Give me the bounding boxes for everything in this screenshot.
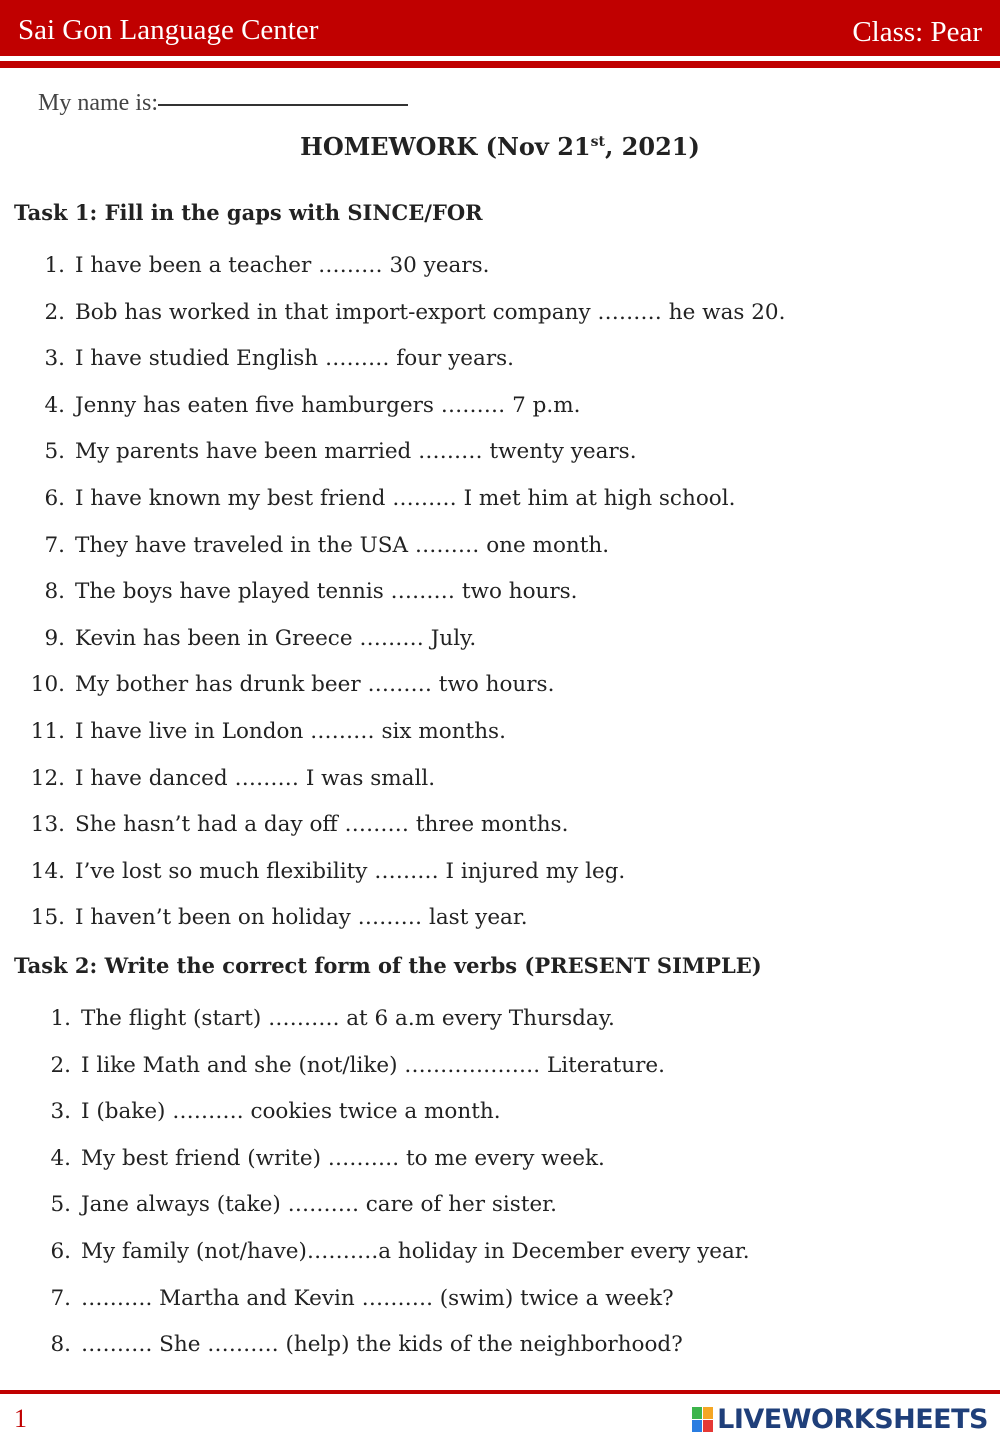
- list-item: [22, 1332, 683, 1357]
- item-number: 8.: [50, 1332, 71, 1358]
- item-number: 8.: [44, 579, 65, 605]
- header-divider: [0, 61, 1000, 68]
- task2-heading: Task 2: Write the correct form of the verbs (PRESENT SIMPLE): [14, 953, 762, 978]
- item-number: 9.: [44, 625, 65, 651]
- item-number: 3.: [50, 1099, 71, 1125]
- list-item: [22, 1099, 501, 1124]
- list-item: [18, 859, 625, 884]
- title-sup: st: [590, 134, 605, 150]
- item-text: Jane always (take) ………. care of her sister.: [81, 1192, 557, 1218]
- name-field: [38, 90, 408, 117]
- item-text: Kevin has been in Greece ……… July.: [75, 625, 477, 651]
- item-text: Jenny has eaten five hamburgers ……… 7 p.m.: [75, 392, 581, 418]
- item-text: Bob has worked in that import-export company ……… he was 20.: [75, 299, 786, 325]
- item-text: I haven’t been on holiday ……… last year.: [75, 905, 528, 931]
- item-number: 4.: [44, 392, 65, 418]
- class-label: Class: Pear: [852, 16, 982, 48]
- item-number: 4.: [50, 1145, 71, 1171]
- liveworksheets-logo: [692, 1404, 988, 1435]
- list-item: [18, 579, 578, 604]
- title-main: HOMEWORK (Nov 21: [300, 132, 591, 161]
- list-item: [18, 812, 568, 837]
- item-number: 6.: [50, 1239, 71, 1264]
- list-item: [18, 766, 435, 791]
- item-number: 15.: [30, 905, 65, 931]
- list-item: [22, 1192, 557, 1217]
- list-item: [18, 253, 490, 278]
- name-blank[interactable]: [158, 104, 408, 106]
- list-item: [18, 393, 580, 418]
- item-number: 1.: [50, 1006, 71, 1031]
- list-item: [22, 1146, 605, 1171]
- item-text: They have traveled in the USA ……… one month.: [75, 532, 610, 558]
- item-text: I (bake) ………. cookies twice a month.: [81, 1099, 501, 1125]
- item-number: 13.: [30, 812, 65, 838]
- task1-heading: Task 1: Fill in the gaps with SINCE/FOR: [14, 200, 483, 225]
- list-item: [18, 626, 476, 651]
- item-number: 6.: [44, 486, 65, 511]
- item-number: 1.: [44, 253, 65, 278]
- list-item: [18, 439, 637, 464]
- item-number: 2.: [44, 299, 65, 325]
- item-text: The flight (start) ………. at 6 a.m every Thursday.: [81, 1006, 615, 1031]
- item-text: I like Math and she (not/like) ………………. Literature.: [81, 1052, 665, 1078]
- item-number: 12.: [30, 765, 65, 791]
- item-text: I have been a teacher ……… 30 years.: [75, 253, 490, 278]
- page-title: [0, 132, 1000, 161]
- list-item: [22, 1006, 615, 1031]
- item-text: The boys have played tennis ……… two hours.: [75, 579, 578, 605]
- item-text: I have studied English ……… four years.: [75, 346, 514, 372]
- footer-divider: [0, 1390, 1000, 1394]
- logo-text: LIVEWORKSHEETS: [717, 1404, 988, 1435]
- item-text: ………. Martha and Kevin ………. (swim) twice a week?: [81, 1285, 674, 1311]
- item-number: 5.: [44, 439, 65, 465]
- item-text: My best friend (write) ………. to me every week.: [81, 1145, 605, 1171]
- list-item: [18, 486, 735, 511]
- item-text: I have live in London ……… six months.: [75, 719, 506, 744]
- list-item: [18, 533, 609, 558]
- list-item: [22, 1239, 750, 1264]
- item-number: 7.: [50, 1285, 71, 1311]
- header-bar: [0, 0, 1000, 56]
- list-item: [22, 1286, 674, 1311]
- list-item: [18, 672, 554, 697]
- school-name: Sai Gon Language Center: [18, 14, 319, 46]
- name-label: My name is:: [38, 90, 158, 116]
- list-item: [18, 346, 514, 371]
- item-number: 14.: [30, 858, 65, 884]
- page-number: 1: [14, 1404, 27, 1433]
- list-item: [22, 1053, 665, 1078]
- item-number: 5.: [50, 1192, 71, 1218]
- item-number: 7.: [44, 532, 65, 558]
- item-text: I’ve lost so much flexibility ……… I injured my leg.: [75, 858, 626, 884]
- item-number: 10.: [30, 672, 65, 698]
- item-text: My bother has drunk beer ……… two hours.: [75, 672, 555, 698]
- item-text: My parents have been married ……… twenty years.: [75, 439, 637, 465]
- item-text: My family (not/have)……….a holiday in December every year.: [81, 1239, 750, 1264]
- item-number: 3.: [44, 346, 65, 372]
- item-text: I have danced ……… I was small.: [75, 765, 436, 791]
- title-tail: , 2021): [604, 132, 700, 161]
- logo-blocks-icon: [692, 1407, 713, 1432]
- list-item: [18, 300, 785, 325]
- item-text: She hasn’t had a day off ……… three months.: [75, 812, 569, 838]
- item-number: 11.: [30, 719, 65, 744]
- list-item: [18, 719, 506, 744]
- list-item: [18, 905, 528, 930]
- item-number: 2.: [50, 1052, 71, 1078]
- item-text: I have known my best friend ……… I met him at high school.: [75, 486, 736, 511]
- item-text: ………. She ………. (help) the kids of the neighborhood?: [81, 1332, 683, 1358]
